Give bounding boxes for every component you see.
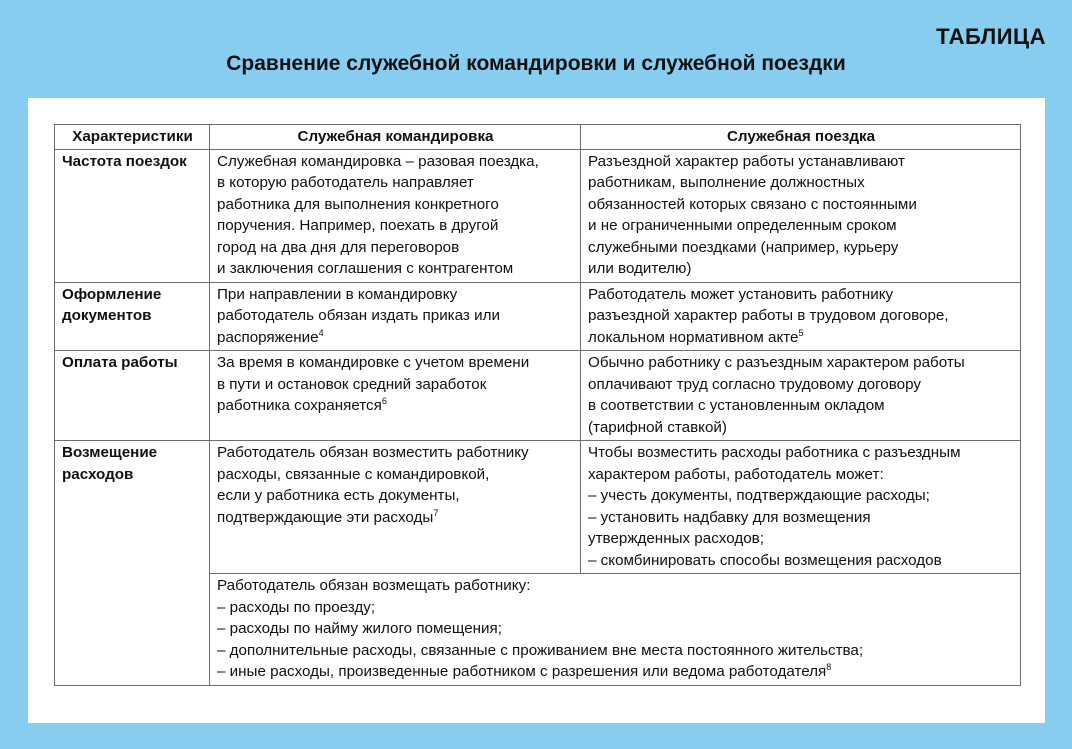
page-title: Сравнение служебной командировки и служебной поездки: [226, 52, 846, 75]
text-line: работника для выполнения конкретного: [217, 195, 499, 213]
text-line: Служебная командировка – разовая поездка,: [217, 152, 539, 170]
text-line: расходов: [62, 465, 134, 483]
text-line: Работодатель может установить работнику: [588, 285, 894, 303]
header-business-trip: Служебная командировка: [210, 125, 581, 150]
footnote-ref: 5: [798, 327, 804, 338]
text-line: – расходы по найму жилого помещения;: [217, 620, 502, 637]
text-line: [217, 395, 574, 417]
text-line: (тарифной ставкой): [588, 418, 727, 436]
text-fragment: подтверждающие эти расходы: [217, 508, 434, 526]
text-line: город на два дня для переговоров: [217, 238, 460, 256]
text-line: [217, 507, 574, 529]
row-frequency-characteristic: [55, 149, 210, 282]
text-line: и не ограниченными определенным сроком: [588, 217, 897, 234]
text-line: если у работника есть документы,: [217, 487, 460, 504]
row-documents-trip: [210, 282, 581, 351]
text-line: Возмещение: [62, 444, 158, 461]
row-documents-travel: [581, 282, 1021, 351]
header-business-travel: Служебная поездка: [581, 125, 1021, 150]
text-line: [588, 327, 1014, 349]
text-line: [217, 327, 574, 349]
text-line: в которую работодатель направляет: [217, 174, 474, 191]
text-line: расходы, связанные с командировкой,: [217, 465, 490, 483]
footnote-ref: 7: [433, 507, 439, 518]
text-fragment: распоряжение: [217, 328, 319, 346]
row-reimbursement: [55, 441, 1021, 574]
text-line: работодатель обязан издать приказ или: [217, 307, 500, 324]
text-line: работникам, выполнение должностных: [588, 174, 865, 191]
text-fragment: – иные расходы, произведенные работником с разрешения или ведома работодателя: [217, 663, 827, 680]
text-line: – расходы по проезду;: [217, 598, 376, 616]
text-line: За время в командировке с учетом времени: [217, 354, 530, 371]
comparison-table: [54, 124, 1021, 686]
text-line: Работодатель обязан возместить работнику: [217, 444, 529, 461]
text-line: в пути и остановок средний заработок: [217, 375, 487, 393]
text-line: Работодатель обязан возмещать работнику:: [217, 577, 531, 594]
text-line: обязанностей которых связано с постоянными: [588, 195, 917, 213]
row-reimbursement-characteristic: [55, 441, 210, 686]
header-row: [55, 125, 1021, 150]
text-line: – учесть документы, подтверждающие расходы;: [588, 487, 930, 504]
row-documents-characteristic: [55, 282, 210, 351]
text-line: Чтобы возместить расходы работника с разъездным: [588, 444, 961, 461]
header-characteristics: Характеристики: [55, 125, 210, 150]
text-line: поручения. Например, поехать в другой: [217, 217, 499, 234]
row-payment: [55, 351, 1021, 441]
text-line: или водителю): [588, 260, 692, 277]
row-payment-characteristic: [55, 351, 210, 441]
row-frequency-travel: [581, 149, 1021, 282]
row-reimbursement-travel: [581, 441, 1021, 574]
text-line: оплачивают труд согласно трудовому договору: [588, 375, 921, 393]
text-line: утвержденных расходов;: [588, 530, 764, 547]
footnote-ref: 4: [318, 327, 324, 338]
row-documents: [55, 282, 1021, 351]
row-payment-travel: [581, 351, 1021, 441]
text-line: Разъездной характер работы устанавливают: [588, 152, 905, 170]
footnote-ref: 6: [381, 396, 387, 406]
text-line: Обычно работнику с разъездным характером работы: [588, 354, 965, 371]
row-reimbursement-trip: [210, 441, 581, 574]
text-line: служебными поездками (например, курьеру: [588, 238, 899, 256]
table-panel: [28, 98, 1045, 723]
text-line: документов: [62, 307, 152, 324]
text-line: – скомбинировать способы возмещения расходов: [588, 551, 942, 569]
table-label: ТАБЛИЦА: [936, 24, 1046, 49]
footnote-ref: 8: [826, 662, 832, 672]
text-line: и заключения соглашения с контрагентом: [217, 260, 514, 277]
text-line: характером работы, работодатель может:: [588, 465, 884, 483]
row-frequency: [55, 149, 1021, 282]
text-line: При направлении в командировку: [217, 285, 458, 303]
text-line: – дополнительные расходы, связанные с проживанием вне места постоянного жительства;: [217, 641, 864, 659]
text-fragment: локальном нормативном акте: [588, 328, 799, 346]
text-fragment: работника сохраняется: [217, 397, 382, 414]
text-line: в соответствии с установленным окладом: [588, 397, 885, 414]
row-reimbursement-common-cell: [210, 574, 1021, 686]
text-line: Оформление: [62, 285, 162, 303]
row-payment-trip: [210, 351, 581, 441]
text-line: – установить надбавку для возмещения: [588, 508, 871, 526]
text-line: Частота поездок: [62, 152, 187, 170]
text-line: [217, 661, 1014, 683]
row-frequency-trip: [210, 149, 581, 282]
text-line: разъездной характер работы в трудовом договоре,: [588, 307, 949, 324]
text-line: Оплата работы: [62, 354, 178, 371]
